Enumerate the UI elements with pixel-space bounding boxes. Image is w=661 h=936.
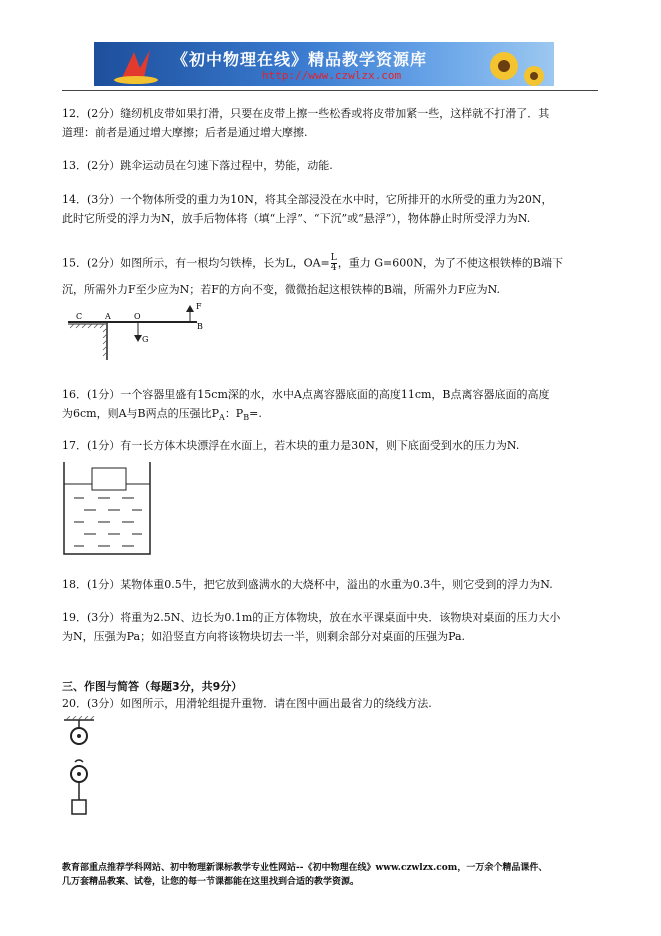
q12-line2: 道理：前者是通过增大摩擦；后者是通过增大摩擦.: [62, 126, 308, 139]
q16-line2: [62, 407, 262, 425]
q16-line2-start: 为6cm，则A与B两点的压强比P: [62, 407, 220, 420]
movable-pulley-axle: [77, 772, 81, 776]
footer-line1: 教育部重点推荐学科网站、初中物理新课标教学专业性网站--《初中物理在线》www.czwlzx.com，一万余个精品课件、: [62, 863, 548, 873]
pulley-figure: [62, 716, 102, 828]
banner-url[interactable]: http://www.czwlzx.com: [262, 69, 402, 82]
q15-line1-end: ，重力 G=600N，为了不使这根铁棒的B端下: [337, 256, 563, 270]
lever-figure: [62, 302, 212, 364]
fixed-pulley-axle: [77, 734, 81, 738]
q16-sub-a: A: [219, 413, 225, 423]
q19-line1: 19．(3分）将重为2.5N、边长为0.1m的正方体物块，放在水平课桌面中央．该物块对桌面的压力大小: [62, 611, 561, 624]
movable-hook: [75, 760, 83, 762]
q13-text: 13．(2分）跳伞运动员在匀速下落过程中，势能，动能.: [62, 159, 333, 172]
label-f: F: [196, 302, 202, 311]
q15-fraction: [331, 254, 337, 273]
q16-line2-end: =.: [249, 407, 262, 420]
q15-frac-num: L: [330, 253, 337, 263]
banner-title: 《初中物理在线》精品教学资源库: [172, 50, 428, 69]
container-figure: [62, 458, 154, 558]
wood-block: [92, 468, 126, 490]
q19-line2: 为N，压强为Pa；如沿竖直方向将该物块切去一半，则剩余部分对桌面的压强为Pa.: [62, 630, 466, 643]
q12-line1: 12．(2分）缝纫机皮带如果打滑，只要在皮带上擦一些松香或将皮带加紧一些，这样就不打滑了．其: [62, 107, 550, 120]
q15-line2: 沉，所需外力F至少应为N；若F的方向不变，微微抬起这根铁棒的B端，所需外力F应为N.: [62, 283, 501, 296]
water-waves: [74, 498, 142, 546]
header-banner: [94, 42, 554, 86]
load-weight: [72, 800, 86, 814]
q16-line1: 16．(1分）一个容器里盛有15cm深的水，水中A点离容器底面的高度11cm，B点离容器底面的高度: [62, 388, 550, 401]
q15-line1: [62, 254, 563, 273]
q18-text: 18．(1分）某物体重0.5牛，把它放到盛满水的大烧杯中，溢出的水重为0.3牛，则它受到的浮力为N.: [62, 578, 553, 591]
section-3-heading: 三、作图与简答（每题3分，共9分）: [62, 680, 243, 693]
force-arrowhead: [186, 305, 194, 312]
q16-line2-mid: ：P: [224, 407, 244, 420]
label-c: C: [76, 312, 83, 321]
q20-text: 20．(3分）如图所示，用滑轮组提升重物．请在图中画出最省力的绕线方法.: [62, 697, 432, 710]
q14-line2: 此时它所受的浮力为N，放手后物体将（填“上浮”、“下沉”或“悬浮”），物体静止时所受浮力为N.: [62, 212, 531, 225]
q15-line1-start: 15．(2分）如图所示，有一根均匀铁棒，长为L，OA=: [62, 256, 330, 270]
footer-line2: 几万套精品教案、试卷，让您的每一节课都能在这里找到合适的教学资源。: [62, 877, 360, 887]
q15-frac-den: 4: [330, 263, 337, 273]
label-a: A: [105, 312, 111, 321]
header-rule: [62, 90, 598, 91]
label-o: O: [134, 312, 141, 321]
gravity-arrowhead: [134, 335, 142, 342]
wall-hatch: [70, 324, 104, 328]
q16-sub-b: B: [243, 413, 250, 423]
label-g: G: [142, 335, 149, 344]
q17-text: 17．(1分）有一长方体木块漂浮在水面上，若木块的重力是30N，则下底面受到水的压力为N.: [62, 439, 520, 452]
label-b: B: [197, 322, 203, 331]
q14-line1: 14．(3分）一个物体所受的重力为10N，将其全部浸没在水中时，它所排开的水所受的重力为20N，: [62, 193, 553, 206]
